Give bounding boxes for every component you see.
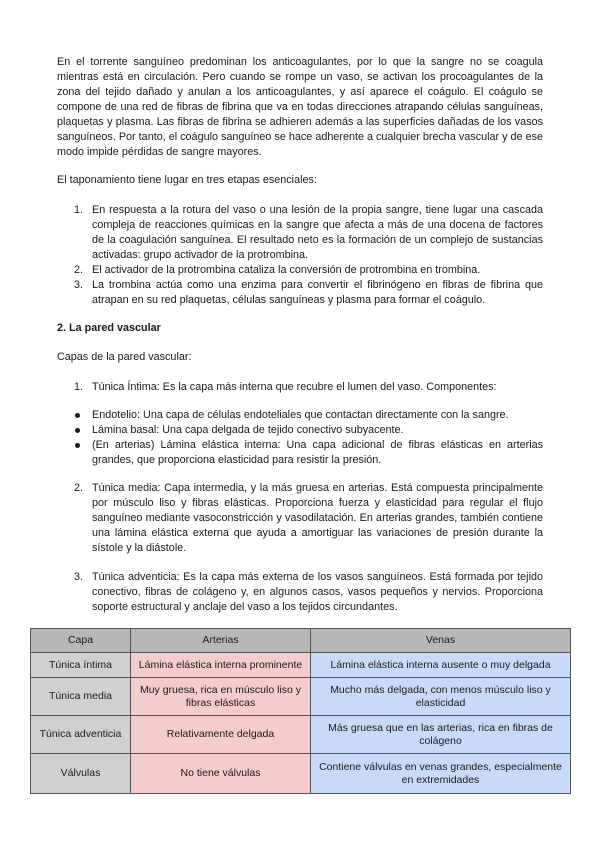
table-cell-layer: Túnica íntima (31, 653, 131, 678)
table-row (31, 716, 571, 754)
intro-paragraph: En el torrente sanguíneo predominan los anticoagulantes, por lo que la sangre no se coagula mientras está en circulación. Pero cuando se rompe un vaso, se activan los procoagulantes de la zona del tejido dañado y anulan a los anticoagulantes, y así aparece el coágulo. El coágulo se compone de una red de fibras de fibrina que va en todas direcciones atrapando células sanguíneas, plaquetas y plasma. Las fibras de fibrina se adhieren además a las superficies dañadas de los vasos sanguíneos. Por tanto, el coágulo sanguíneo se hace adherente a cualquier brecha vascular y de ese modo impide pérdidas de sangre mayores. (57, 56, 543, 158)
layer-list-1 (57, 380, 543, 395)
list-number: 3. (74, 571, 84, 583)
bullet-item (57, 423, 543, 438)
table-row (31, 754, 571, 794)
list-item (57, 481, 543, 556)
components-bullet-list (57, 408, 543, 468)
table-cell-arteries: Relativamente delgada (131, 716, 311, 754)
bullet-item-text: (En arterias) Lámina elástica interna: Una capa adicional de fibras elásticas en arterias grandes, que proporciona elasticidad para resistir la presión. (92, 439, 543, 466)
list-number: 1. (74, 204, 84, 216)
bullet-item-text: Lámina basal: Una capa delgada de tejido conectivo subyacente. (92, 424, 404, 436)
bullet-icon (75, 428, 80, 433)
layer-list-3 (57, 570, 543, 615)
table-cell-arteries: Muy gruesa, rica en músculo liso y fibras elásticas (131, 678, 311, 716)
bullet-item (57, 438, 543, 468)
table-cell-veins: Contiene válvulas en venas grandes, especialmente en extremidades (311, 754, 571, 794)
list-item (57, 203, 543, 263)
list-item-text: Túnica adventicia: Es la capa más externa de los vasos sanguíneos. Está formada por tejido conectivo, fibras de colágeno y, en algunos casos, vasos pequeños y nervios. Proporciona soporte estructural y anclaje del vaso a los tejidos circundantes. (92, 571, 543, 613)
table-cell-layer: Túnica adventicia (31, 716, 131, 754)
table-row (31, 678, 571, 716)
section-heading: 2. La pared vascular (57, 322, 161, 334)
table-header-cell: Arterias (131, 629, 311, 653)
table-header-cell: Capa (31, 629, 131, 653)
bullet-item-text: Endotelio: Una capa de células endoteliales que contactan directamente con la sangre. (92, 409, 509, 421)
taponamiento-steps-list (57, 203, 543, 308)
section-lead: Capas de la pared vascular: (57, 351, 192, 363)
list-item-text: Túnica media: Capa intermedia, y la más gruesa en arterias. Está compuesta principalmente por músculo liso y fibras elásticas. Proporciona fuerza y elasticidad para regular el flujo sanguíneo mediante vasoconstricción y vasodilatación. En arterias grandes, también contiene una lámina elástica externa que ayuda a amortiguar las variaciones de presión durante la sístole y la diástole. (92, 482, 543, 554)
table-row (31, 653, 571, 678)
table-cell-arteries: Lámina elástica interna prominente (131, 653, 311, 678)
list-item (57, 380, 543, 395)
table-cell-arteries: No tiene válvulas (131, 754, 311, 794)
table-cell-layer: Túnica media (31, 678, 131, 716)
list-number: 1. (74, 381, 84, 393)
table-header-cell: Venas (311, 629, 571, 653)
list-number: 2. (74, 264, 84, 276)
list-item (57, 278, 543, 308)
bullet-item (57, 408, 543, 423)
bullet-icon (75, 413, 80, 418)
table-cell-veins: Más gruesa que en las arterias, rica en fibras de colágeno (311, 716, 571, 754)
list-item (57, 263, 543, 278)
list-item-text: Túnica Íntima: Es la capa más interna que recubre el lumen del vaso. Componentes: (92, 381, 497, 393)
list-item (57, 570, 543, 615)
list-item-text: La trombina actúa como una enzima para convertir el fibrinógeno en fibras de fibrina que atrapan en su red plaquetas, células sanguíneas y plasma para formar el coágulo. (92, 279, 543, 306)
list-number: 2. (74, 482, 84, 494)
table-cell-veins: Mucho más delgada, con menos músculo liso y elasticidad (311, 678, 571, 716)
table-header-row (31, 629, 571, 653)
list-number: 3. (74, 279, 84, 291)
table-cell-layer: Válvulas (31, 754, 131, 794)
list-item-text: En respuesta a la rotura del vaso o una lesión de la propia sangre, tiene lugar una cascada compleja de reacciones químicas en la sangre que afecta a más de una docena de factores de la coagulación sanguínea. El resultado neto es la formación de un complejo de sustancias activadas: grupo activador de la protrombina. (92, 204, 543, 261)
table-cell-veins: Lámina elástica interna ausente o muy delgada (311, 653, 571, 678)
list-item-text: El activador de la protrombina cataliza la conversión de protrombina en trombina. (92, 264, 481, 276)
taponamiento-lead: El taponamiento tiene lugar en tres etapas esenciales: (57, 174, 317, 186)
bullet-icon (75, 443, 80, 448)
comparison-table (30, 628, 571, 794)
layer-list-2 (57, 481, 543, 556)
